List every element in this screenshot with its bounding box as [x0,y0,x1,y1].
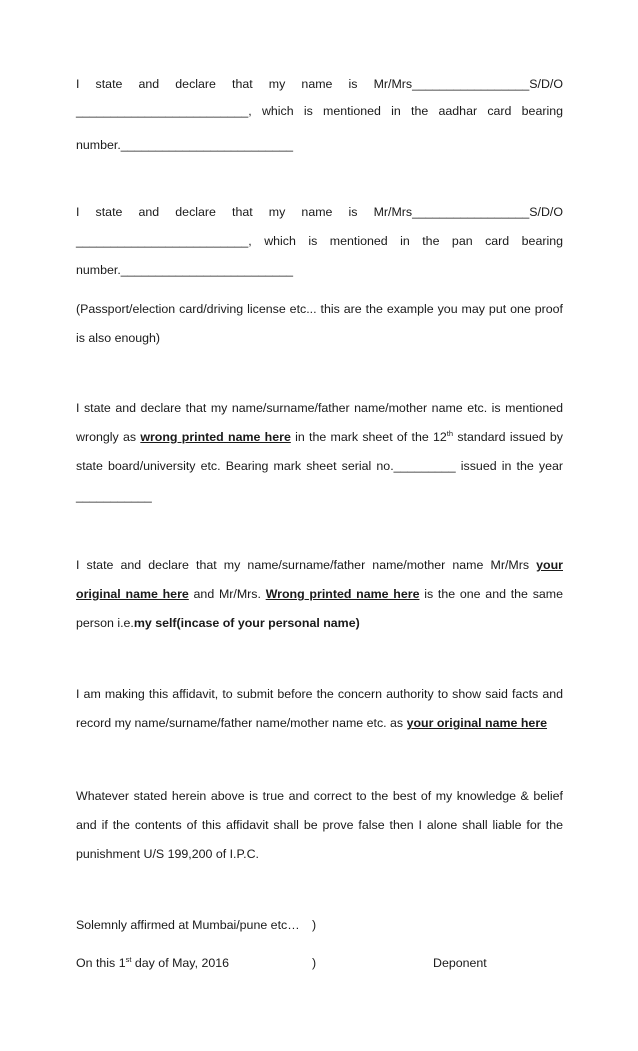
text-segment: is the one and the same [419,587,563,601]
ordinal-suffix: st [125,955,132,964]
text-segment: wrongly as [76,430,141,444]
truth-statement-line-2: and if the contents of this affidavit shall be prove false then I alone shall liable for the [76,818,563,832]
affirmed-bracket: ) [312,918,317,932]
affirmed-line [76,917,563,933]
text-segment: record my name/surname/father name/mother name etc. as [76,716,407,730]
purpose-line-1: I am making this affidavit, to submit before the concern authority to show said facts and [76,687,563,701]
date-bracket: ) [312,956,317,970]
same-person-line-2 [76,586,563,602]
date-line [76,955,563,971]
pan-declaration-line-2: _________________________, which is mentioned in the pan card bearing [76,234,563,248]
same-person-line-3 [76,615,563,631]
marksheet-declaration-line-1: I state and declare that my name/surname/father name/mother name etc. is mentioned [76,401,563,415]
text-segment: and Mr/Mrs. [188,587,266,601]
text-segment: On this 1 [76,956,126,970]
date-text [76,956,229,970]
aadhar-declaration-line-3: number._________________________ [76,138,294,152]
truth-statement-line-1: Whatever stated herein above is true and correct to the best of my knowledge & belief [76,789,563,803]
text-segment: person i.e. [76,616,134,630]
original-name-placeholder: your [536,558,563,572]
deponent-label: Deponent [433,956,487,970]
marksheet-declaration-line-3: state board/university etc. Bearing mark sheet serial no._________ issued in the year [76,459,563,473]
marksheet-declaration-line-2 [76,429,563,445]
proof-note-line-1: (Passport/election card/driving license etc... this are the example you may put one proof [76,302,563,316]
purpose-line-2 [76,715,563,731]
pan-declaration-line-1: I state and declare that my name is Mr/Mrs_________________S/D/O [76,205,563,219]
wrong-name-placeholder: Wrong printed name here [265,587,420,601]
self-note: my self(incase of your personal name) [133,616,360,630]
text-segment: standard issued by [453,430,563,444]
text-segment: in the mark sheet of the 12 [290,430,447,444]
original-name-placeholder: original name here [76,587,189,601]
text-segment: I state and declare that my name/surname/father name/mother name Mr/Mrs [76,558,537,572]
original-name-placeholder: your original name here [406,716,548,730]
ordinal-suffix: th [446,429,454,438]
proof-note-line-2: is also enough) [76,331,161,345]
marksheet-declaration-line-4: ___________ [76,489,152,503]
text-segment: day of May, 2016 [131,956,230,970]
affirmed-text: Solemnly affirmed at Mumbai/pune etc… [76,918,300,932]
aadhar-declaration-line-2: _________________________, which is mentioned in the aadhar card bearing [76,104,563,118]
pan-declaration-line-3: number._________________________ [76,263,294,277]
wrong-name-placeholder: wrong printed name here [140,430,291,444]
aadhar-declaration-line-1: I state and declare that my name is Mr/Mrs_________________S/D/O [76,77,563,91]
truth-statement-line-3: punishment U/S 199,200 of I.P.C. [76,847,259,861]
same-person-line-1 [76,557,563,573]
